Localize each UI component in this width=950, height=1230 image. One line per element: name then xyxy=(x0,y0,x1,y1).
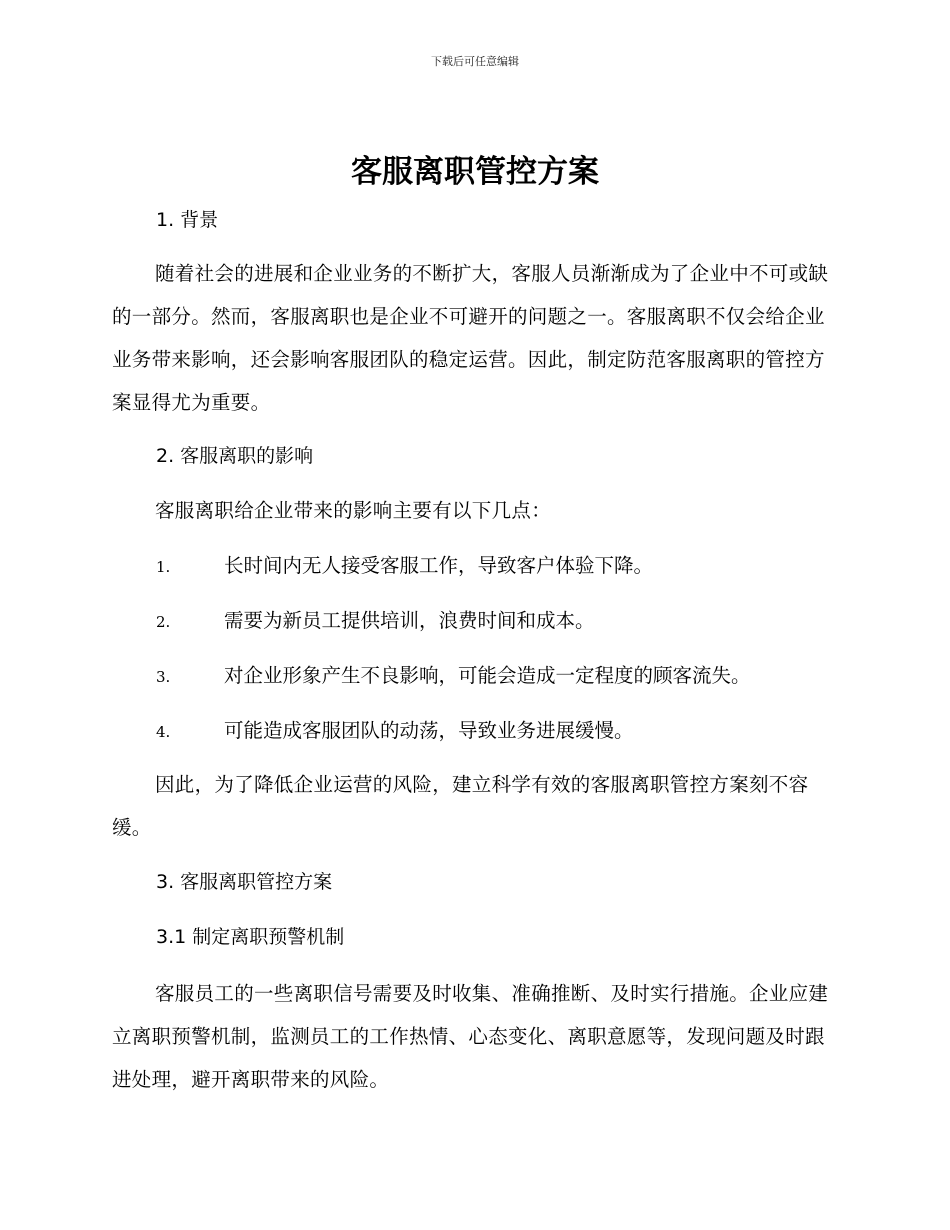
list-item-number: 3. xyxy=(156,668,171,686)
background-paragraph: 随着社会的进展和企业业务的不断扩大，客服人员渐渐成为了企业中不可或缺的一部分。然而，客服离职也是企业不可避开的问题之一。客服离职不仅会给企业业务带来影响，还会影响客服团队的稳定运营。因此，制定防范客服离职的管控方案显得尤为重要。 xyxy=(112,262,829,414)
subsection-heading-early-warning: 3.1 制定离职预警机制 xyxy=(156,926,345,948)
impact-conclusion-paragraph: 因此，为了降低企业运营的风险，建立科学有效的客服离职管控方案刻不容缓。 xyxy=(112,773,809,839)
list-item-text: 对企业形象产生不良影响，可能会造成一定程度的顾客流失。 xyxy=(224,664,751,687)
list-item xyxy=(156,552,836,581)
list-item xyxy=(156,607,836,636)
impact-intro-paragraph: 客服离职给企业带来的影响主要有以下几点： xyxy=(155,499,552,522)
section-heading-background: 1. 背景 xyxy=(156,209,219,231)
early-warning-paragraph: 客服员工的一些离职信号需要及时收集、准确推断、及时实行措施。企业应建立离职预警机制，监测员工的工作热情、心态变化、离职意愿等，发现问题及时跟进处理，避开离职带来的风险。 xyxy=(112,982,829,1091)
document-title: 客服离职管控方案 xyxy=(351,154,599,190)
section-heading-impact: 2. 客服离职的影响 xyxy=(156,445,314,467)
list-item-text: 可能造成客服团队的动荡，导致业务进展缓慢。 xyxy=(224,719,634,742)
list-item xyxy=(156,662,836,691)
section-heading-control-plan: 3. 客服离职管控方案 xyxy=(156,871,333,893)
page-header-note: 下载后可任意编辑 xyxy=(431,55,519,68)
list-item-text: 长时间内无人接受客服工作，导致客户体验下降。 xyxy=(224,554,654,577)
list-item-number: 1. xyxy=(156,558,171,576)
list-item-number: 4. xyxy=(156,723,171,741)
list-item-text: 需要为新员工提供培训，浪费时间和成本。 xyxy=(224,609,595,632)
list-item-number: 2. xyxy=(156,613,171,631)
list-item xyxy=(156,717,836,746)
